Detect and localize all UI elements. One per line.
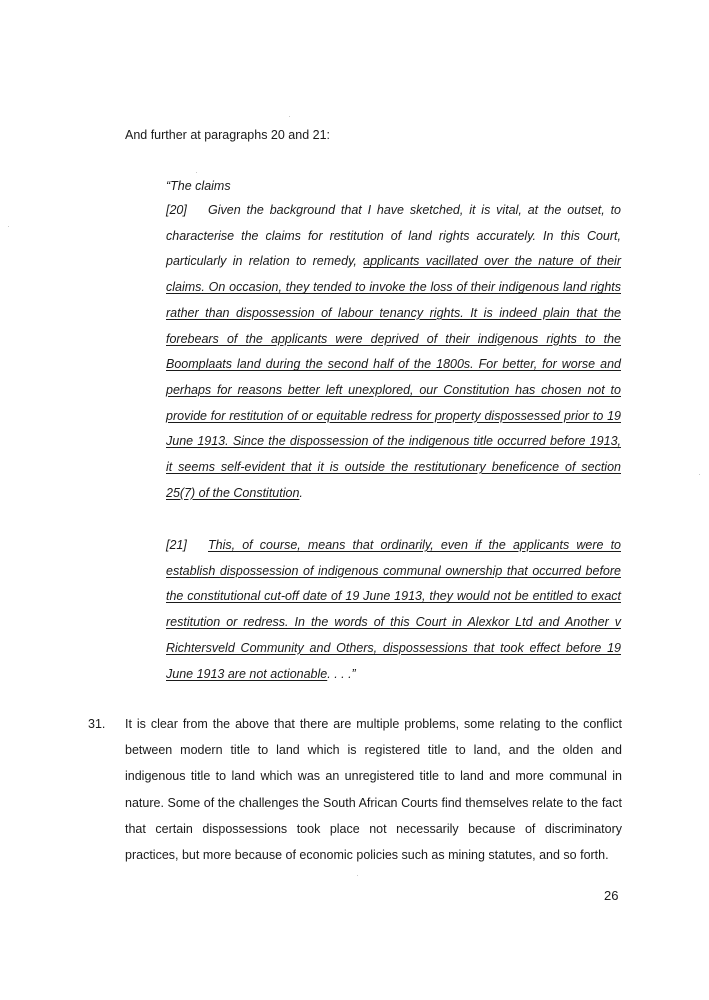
quote-heading: “The claims — [166, 179, 231, 193]
quoted-paragraph-21 — [166, 533, 621, 687]
quoted-paragraph-20 — [166, 198, 621, 506]
paragraph-number: [21] — [166, 538, 187, 552]
paragraph-end: . . . .” — [327, 666, 356, 681]
page-number: 26 — [604, 888, 619, 903]
intro-sentence: And further at paragraphs 20 and 21: — [125, 128, 331, 142]
scan-speck — [357, 875, 358, 876]
scan-speck — [196, 172, 197, 173]
paragraph-end: . — [299, 485, 303, 500]
scan-speck — [289, 116, 290, 117]
paragraph-text: Given the background that I have sketched, it is vital, at the outset, to characterise the claims for restitution of land rights accurately. In this Court, particularly in relation to remedy, — [166, 203, 621, 269]
scan-speck — [699, 474, 700, 475]
paragraph-number: [20] — [166, 203, 187, 217]
underlined-text: This, of course, means that ordinarily, even if the applicants were to establish dispossession of indigenous communal ownership that occurred before the constitutional cut-off date of 19 June 1913, they would not be entitled to exact restitution or redress. In the words of this Court in Alexkor Ltd and Another v Richtersveld Community and Others, dispossessions that took effect before 19 June 1913 are not actionable — [166, 538, 621, 681]
paragraph-number-31: 31. — [88, 717, 106, 731]
scan-speck — [8, 226, 9, 227]
paragraph-31: It is clear from the above that there are multiple problems, some relating to the conflict between modern title to land which is registered title to land, and the olden and indigenous title to land which was an unregistered title to land and more communal in nature. Some of the challenges the South African Courts find themselves relate to the fact that certain dispossessions took place not necessarily because of discriminatory practices, but more because of economic policies such as mining statutes, and so forth. — [125, 717, 622, 863]
underlined-text: applicants vacillated over the nature of their claims. On occasion, they tended to invoke the loss of their indigenous land rights rather than dispossession of labour tenancy rights. It is indeed plain that the forebears of the applicants were deprived of their indigenous rights to the Boomplaats land during the second half of the 1800s. For better, for worse and perhaps for reasons better left unexplored, our Constitution has chosen not to provide for restitution of or equitable redress for property dispossessed prior to 19 June 1913. Since the dispossession of the indigenous title occurred before 1913, it seems self-evident that it is outside the restitutionary beneficence of section 25(7) of the Constitution — [166, 254, 621, 500]
